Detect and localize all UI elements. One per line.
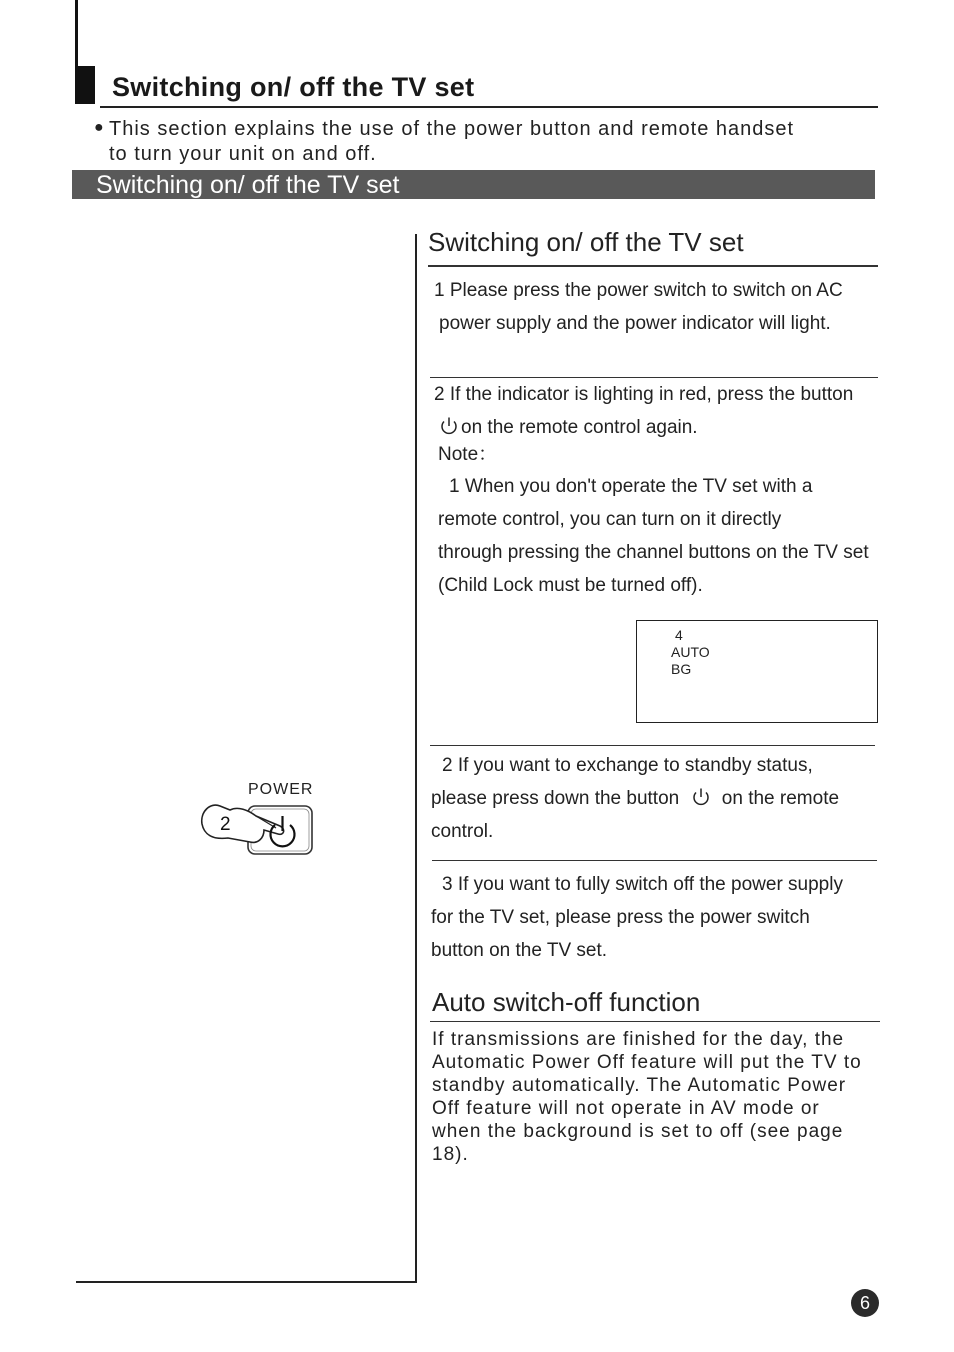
switch-off-line-2: for the TV set, please press the power switch — [431, 907, 810, 928]
note-label: Note： — [438, 444, 498, 465]
auto-line-1: If transmissions are finished for the day, the — [432, 1029, 845, 1050]
auto-switch-off-heading: Auto switch-off function — [432, 987, 701, 1017]
note-line-1: 1 When you don't operate the TV set with a — [449, 476, 813, 497]
step-2-line-2: on the remote control again. — [461, 417, 698, 438]
tv-screen-display — [636, 620, 878, 723]
section-marker — [75, 66, 95, 104]
auto-line-3: standby automatically. The Automatic Power — [432, 1075, 847, 1096]
standby-line-3: control. — [431, 821, 494, 842]
intro-text — [109, 117, 879, 167]
auto-switch-off-text — [432, 1028, 882, 1166]
column-divider — [415, 234, 417, 1283]
switch-off-line-3: button on the TV set. — [431, 940, 608, 961]
step-number: 2 — [220, 814, 231, 835]
standby-line-2-row — [431, 782, 901, 815]
section-band-title: Switching on/ off the TV set — [96, 171, 400, 199]
heading-rule — [428, 265, 878, 267]
page-number: 6 — [851, 1289, 879, 1317]
step-2-text — [434, 378, 904, 444]
note-line-3: through pressing the channel buttons on the TV set — [438, 542, 869, 563]
power-icon — [691, 787, 711, 807]
section-heading: Switching on/ off the TV set — [428, 227, 744, 257]
step-1-line-1: 1 Please press the power switch to switch on AC — [434, 280, 843, 301]
auto-heading-rule — [430, 1021, 880, 1022]
divider-3 — [432, 860, 877, 861]
step-1-text — [434, 274, 843, 340]
auto-line-6: 18). — [432, 1144, 469, 1165]
note-line-4: (Child Lock must be turned off). — [438, 575, 703, 596]
standby-line-1: 2 If you want to exchange to standby status, — [442, 755, 813, 776]
power-button-label: POWER — [248, 781, 314, 798]
auto-line-2: Automatic Power Off feature will put the TV to — [432, 1052, 862, 1073]
note-text — [438, 439, 908, 602]
hand-pressing-power-illustration — [198, 798, 316, 858]
page-title: Switching on/ off the TV set — [112, 72, 475, 102]
step-2-line-1: 2 If the indicator is lighting in red, press the button — [434, 384, 854, 405]
power-icon — [439, 416, 459, 436]
standby-line-2b: on the remote — [721, 788, 840, 809]
bottom-rule — [76, 1281, 417, 1283]
bullet-icon: ● — [94, 119, 104, 136]
title-underline — [100, 106, 878, 108]
step-1-line-2: power supply and the power indicator will light. — [439, 313, 831, 334]
screen-channel: 4 — [675, 627, 683, 643]
auto-line-5: when the background is set to off (see page — [432, 1121, 844, 1142]
divider-2 — [430, 745, 875, 746]
auto-line-4: Off feature will not operate in AV mode or — [432, 1098, 820, 1119]
screen-mode: AUTO — [671, 644, 710, 660]
switch-off-line-1: 3 If you want to fully switch off the power supply — [442, 874, 843, 895]
switch-off-text — [431, 868, 901, 967]
intro-line-2: to turn your unit on and off. — [109, 143, 377, 165]
standby-text — [431, 749, 901, 848]
standby-line-2a: please press down the button — [431, 788, 680, 809]
screen-system: BG — [671, 661, 692, 677]
intro-line-1: This section explains the use of the power button and remote handset — [109, 118, 795, 140]
note-line-2: remote control, you can turn on it directly — [438, 509, 782, 530]
